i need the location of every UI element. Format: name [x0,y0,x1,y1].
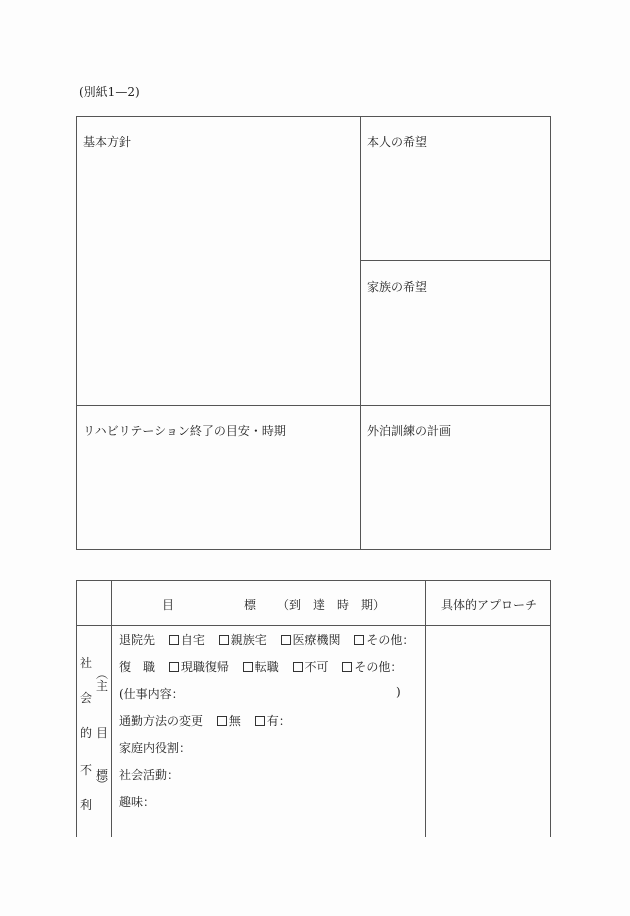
discharge-option-relative[interactable]: 親族宅 [219,633,267,647]
side-char-4: 不 [80,763,93,777]
checkbox-icon[interactable] [169,635,179,645]
side-char-5: 利 [80,798,93,812]
checkbox-icon[interactable] [217,716,227,726]
basic-policy-label: 基本方針 [83,135,132,149]
discharge-option-home[interactable]: 自宅 [169,633,205,647]
header-approach: 具体的アプローチ [441,598,538,612]
patient-wish-label: 本人の希望 [367,135,428,149]
document-label: (別紙1—2) [79,85,140,99]
checkbox-icon[interactable] [255,716,265,726]
job-content-open: (仕事内容： [119,687,184,701]
checkbox-icon[interactable] [281,635,291,645]
border-bottom [76,549,551,550]
checkbox-icon[interactable] [243,662,253,672]
return-work-option-same[interactable]: 現職復帰 [169,660,229,674]
discharge-option-medical[interactable]: 医療機関 [281,633,341,647]
header-goal-char-2: 標 [244,598,257,612]
return-work-row [119,658,402,675]
overnight-plan-label: 外泊訓練の計画 [367,424,452,438]
side-char-3: 的 [80,726,93,740]
discharge-row [119,631,414,648]
family-role-label: 家庭内役割： [119,741,192,755]
return-work-option-other[interactable]: その他： [342,660,402,674]
commute-row [119,712,291,729]
family-wish-label: 家族の希望 [367,280,428,294]
rehab-end-label: リハビリテーション終了の目安・時期 [83,424,286,438]
checkbox-icon[interactable] [354,635,364,645]
return-work-option-impossible[interactable]: 不可 [293,660,329,674]
commute-label: 通勤方法の変更 [119,714,204,728]
header-period: （到 達 時 期） [277,598,386,612]
header-goal-char-1: 目 [162,598,175,612]
border-top [76,116,551,117]
checkbox-icon[interactable] [169,662,179,672]
border-top [76,580,551,581]
divider-col-2 [425,580,426,837]
social-activity-label: 社会活動： [119,768,180,782]
header-divider [76,625,551,626]
side-sub-open: ︵ [95,667,108,681]
divider-horizontal [76,405,551,406]
border-left [76,116,77,550]
side-sub-close: ︶ [95,778,108,792]
discharge-label: 退院先 [119,633,156,647]
hobby-label: 趣味： [119,795,156,809]
return-work-label: 復 職 [119,660,156,674]
checkbox-icon[interactable] [219,635,229,645]
commute-option-yes[interactable]: 有： [255,714,291,728]
checkbox-icon[interactable] [342,662,352,672]
side-char-1: 社 [80,656,93,670]
return-work-option-change[interactable]: 転職 [243,660,279,674]
checkbox-icon[interactable] [293,662,303,672]
border-right [550,580,551,837]
side-sub-char-3: 標 [96,768,109,782]
commute-option-none[interactable]: 無 [217,714,241,728]
side-sub-char-2: 目 [96,726,109,740]
border-left [76,580,77,837]
border-right [550,116,551,550]
divider-vertical [360,116,361,550]
side-sub-char-1: 主 [96,679,109,693]
job-content-close: ) [396,685,401,699]
side-char-2: 会 [80,691,93,705]
divider-right-mid [360,260,551,261]
divider-col-1 [111,580,112,837]
discharge-option-other[interactable]: その他： [354,633,414,647]
